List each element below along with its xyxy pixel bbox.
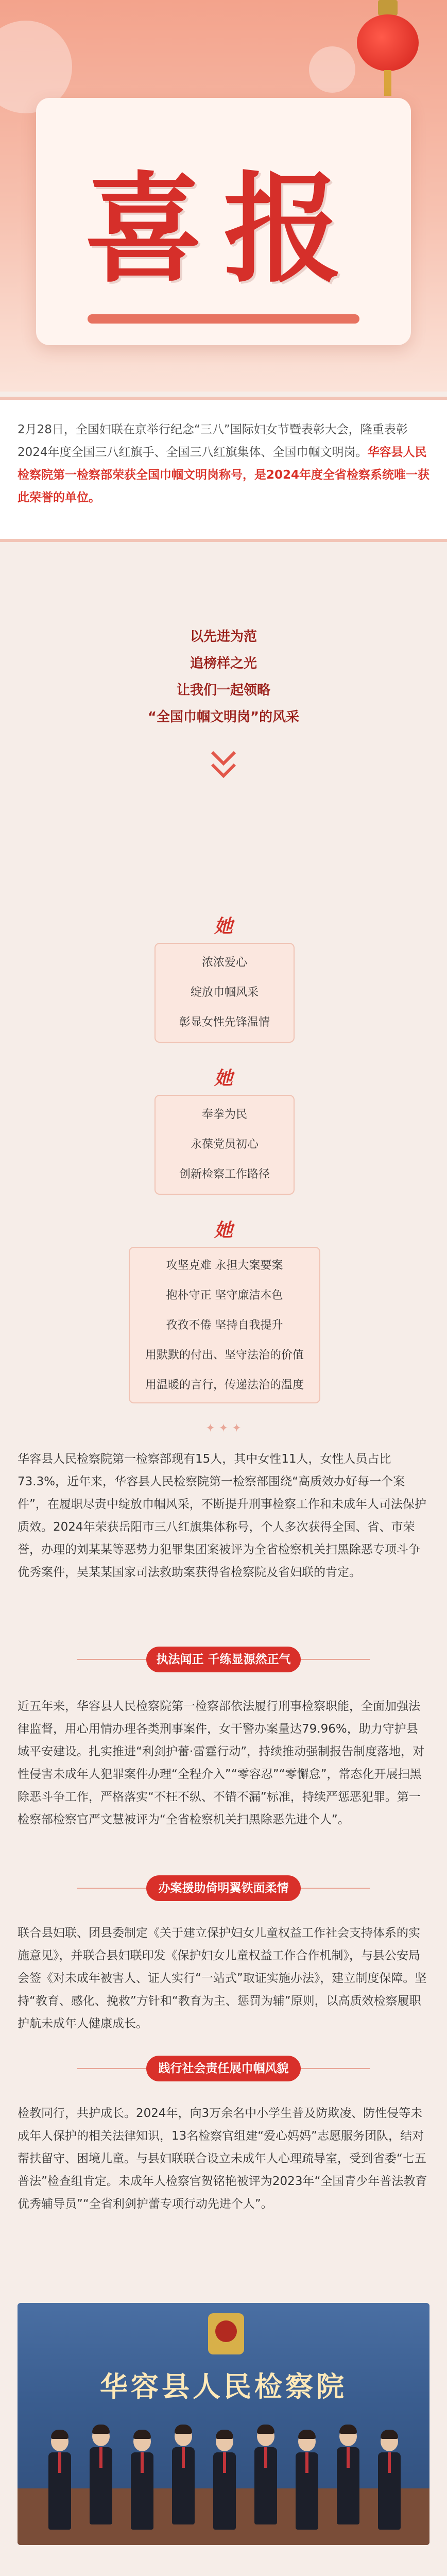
slogan-line: 追榜样之光 (190, 656, 257, 671)
slogan (0, 623, 447, 731)
her-item: 抱朴守正 坚守廉洁本色 (166, 1289, 283, 1302)
her-item: 用温暖的言行，传递法治的温度 (145, 1379, 304, 1392)
building-sign: 华容县人民检察院 (100, 2370, 347, 2403)
intro-text-plain: 2月28日，全国妇联在京举行纪念“三八”国际妇女节暨表彰大会，隆重表彰2024年度全国三八红旗手、全国三八红旗集体、全国巾帼文明岗。 (18, 423, 408, 459)
section-heading: 践行社会责任展巾帼风貌 (146, 2056, 301, 2081)
her-item: 彰显女性先锋温情 (179, 1016, 270, 1029)
body-paragraph: 华容县人民检察院第一检察部现有15人，其中女性11人，女性人员占比73.3%，近年来，华容县人民检察院第一检察部围绕“高质效办好每一个案件”，在履职尽责中绽放巾帼风采，不断提升刑事检察工作和未成年人司法保护质效。2024年荣获岳阳市三八红旗集体称号，个人多次获得全国、省、市荣誉，办理的刘某某等恶势力犯罪集团案被评为全省检察机关扫黑除恶专项斗争优秀案件，吴某某国家司法救助案获得省检察院及省妇联的肯定。 (18, 1452, 426, 1579)
decor-bubble (309, 46, 355, 93)
her-item: 攻坚克难 永担大案要案 (166, 1259, 283, 1272)
her-item: 永葆党员初心 (190, 1138, 259, 1151)
person-figure (254, 2427, 277, 2524)
person-figure (378, 2432, 401, 2530)
intro-text-highlight: 华容县人民检察院第一检察部荣获全国巾帼文明岗称号，是2024年度全省检察系统唯一获此荣誉的单位。 (18, 446, 430, 504)
body-paragraph: 检教同行，共护成长。2024年，向3万余名中小学生普及防欺凌、防性侵等未成年人保护的相关法律知识，13名检察官组建“爱心妈妈”志愿服务团队，结对帮扶留守、困境儿童。与县妇联联合设立未成年人心理疏导室，受到省委“七五普法”检查组肯定。未成年人检察官贺铭艳被评为2023年“全国青少年普法教育优秀辅导员”“全省利剑护蕾专项行动先进个人”。 (18, 2107, 427, 2211)
hero-title: 喜报 (84, 160, 363, 299)
chevron-down-icon (208, 747, 239, 783)
person-figure (48, 2432, 71, 2530)
person-figure (131, 2432, 153, 2530)
section-heading: 办案援助倚明翼铁面柔情 (146, 1875, 301, 1901)
slogan-line: 让我们一起领略 (176, 683, 270, 698)
person-figure (337, 2427, 359, 2524)
slogan-line: 以先进为范 (190, 629, 257, 645)
body-paragraph: 联合县妇联、团县委制定《关于建立保护妇女儿童权益工作社会支持体系的实施意见》，并联合县妇联印发《保护妇女儿童权益工作合作机制》，与县公安局会签《对未成年被害人、证人实行“一站式”取证实施办法》，建立制度保障。坚持“教育、感化、挽救”方针和“教育为主、惩罚为辅”原则，以高质效检察履职护航未成年人健康成长。 (18, 1926, 427, 2030)
person-figure (213, 2432, 236, 2530)
her-tag: 她 (214, 1067, 233, 1089)
body-paragraph: 近五年来，华容县人民检察院第一检察部依法履行刑事检察职能，全面加强法律监督，用心用情办理各类刑事案件，女干警办案量达79.96%，助力守护县域平安建设。扎实推进“利剑护蕾·雷霆行动”，持续推动强制报告制度落地，对性侵害未成年人犯罪案件办理“全程介入”“零容忍”“零懈怠”，常态化开展扫黑除恶斗争工作，严格落实“不枉不纵、不错不漏”标准，持续严惩恶犯罪。第一检察部检察官严文慧被评为“全省检察机关扫黑除恶先进个人”。 (18, 1700, 425, 1826)
her-card (129, 1247, 320, 1403)
team-photo (18, 2303, 429, 2545)
person-figure (172, 2427, 195, 2524)
her-item: 创新检察工作路径 (179, 1168, 270, 1181)
her-card (154, 943, 295, 1043)
lantern-icon (349, 0, 426, 98)
intro-text (18, 418, 429, 509)
star-divider: ✦ ✦ ✦ (205, 1422, 242, 1435)
procuratorate-emblem-icon (208, 2313, 244, 2354)
her-tag: 她 (214, 916, 233, 937)
slogan-line: “全国巾帼文明岗”的风采 (147, 709, 300, 725)
her-card (154, 1095, 295, 1195)
her-item: 奉拳为民 (201, 1108, 247, 1121)
her-item: 用默默的付出、坚守法治的价值 (145, 1349, 304, 1362)
her-item: 孜孜不倦 坚持自我提升 (166, 1319, 283, 1332)
section-heading: 执法闻正 千练显源然正气 (146, 1647, 301, 1672)
her-tag: 她 (214, 1219, 233, 1241)
her-item: 绽放巾帼风采 (190, 986, 259, 999)
hero-underline (88, 314, 359, 324)
hero-banner (0, 0, 447, 392)
her-item: 浓浓爱心 (201, 956, 247, 969)
person-figure (296, 2432, 318, 2530)
person-figure (90, 2427, 112, 2524)
intro-box (0, 397, 447, 542)
